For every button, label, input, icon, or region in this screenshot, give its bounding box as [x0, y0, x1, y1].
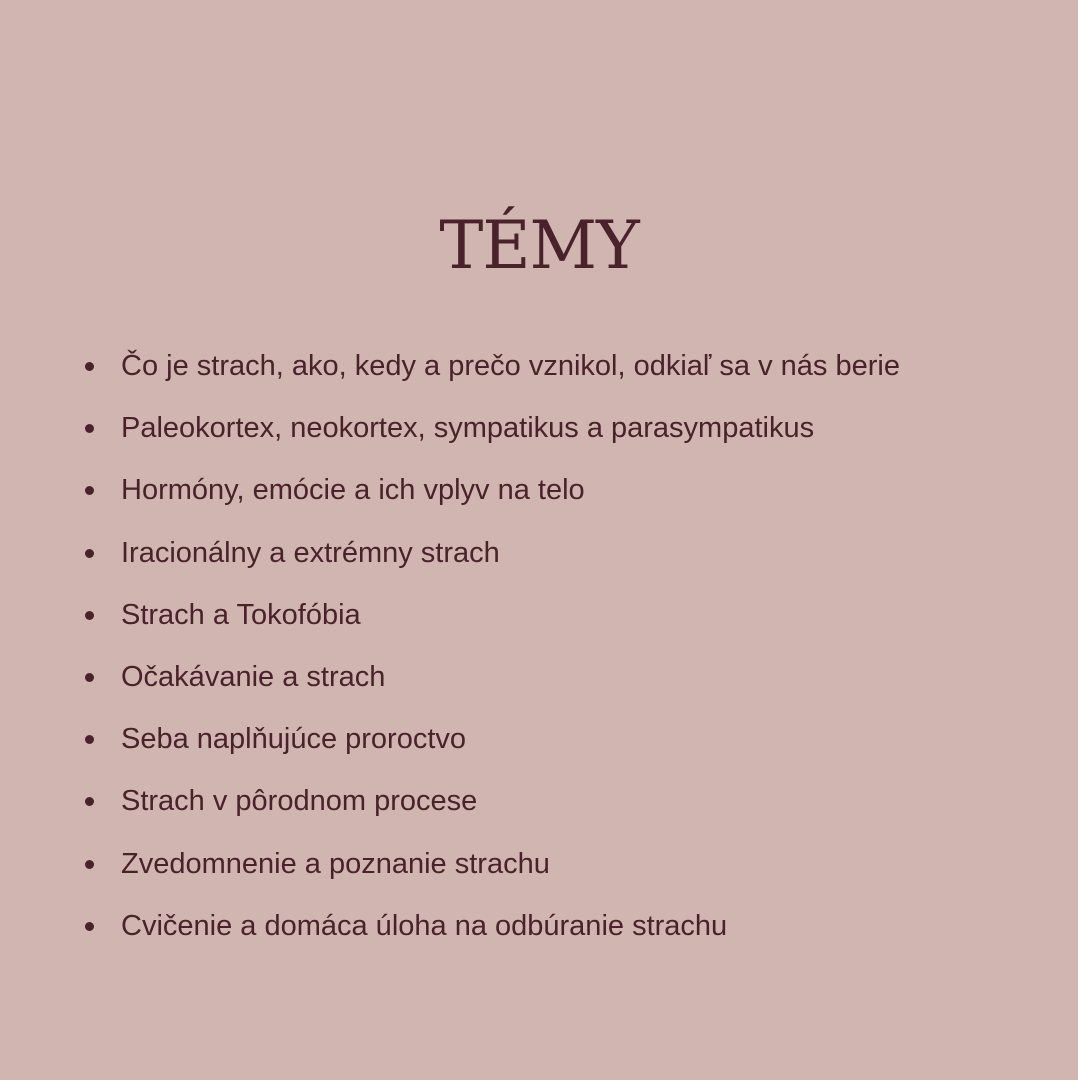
- list-item: [0, 833, 1078, 895]
- list-item: [0, 335, 1078, 397]
- list-item: [0, 646, 1078, 708]
- list-item: [0, 584, 1078, 646]
- topic-label: Očakávanie a strach: [121, 660, 386, 693]
- bullet-icon: [85, 860, 94, 869]
- bullet-icon: [85, 922, 94, 931]
- bullet-icon: [85, 797, 94, 806]
- page-title: TÉMY: [439, 207, 639, 284]
- topic-label: Zvedomnenie a poznanie strachu: [121, 847, 550, 880]
- list-item: [0, 770, 1078, 832]
- topic-label: Cvičenie a domáca úloha na odbúranie strachu: [121, 909, 728, 942]
- bullet-icon: [85, 611, 94, 620]
- topic-label: Strach v pôrodnom procese: [121, 785, 478, 818]
- bullet-icon: [85, 673, 94, 682]
- bullet-icon: [85, 424, 94, 433]
- topic-label: Strach a Tokofóbia: [121, 598, 361, 631]
- topic-label: Seba naplňujúce proroctvo: [121, 723, 467, 756]
- bullet-icon: [85, 735, 94, 744]
- topic-label: Hormóny, emócie a ich vplyv na telo: [121, 474, 585, 507]
- topic-label: Paleokortex, neokortex, sympatikus a parasympatikus: [121, 412, 815, 445]
- list-item: [0, 708, 1078, 770]
- topic-label: Iracionálny a extrémny strach: [121, 536, 500, 569]
- topics-list: [0, 335, 1078, 957]
- bullet-icon: [85, 486, 94, 495]
- topic-label: Čo je strach, ako, kedy a prečo vznikol, odkiaľ sa v nás berie: [121, 350, 900, 382]
- bullet-icon: [85, 549, 94, 558]
- list-item: [0, 522, 1078, 584]
- list-item: [0, 459, 1078, 521]
- bullet-icon: [85, 362, 94, 371]
- list-item: [0, 397, 1078, 459]
- list-item: [0, 895, 1078, 957]
